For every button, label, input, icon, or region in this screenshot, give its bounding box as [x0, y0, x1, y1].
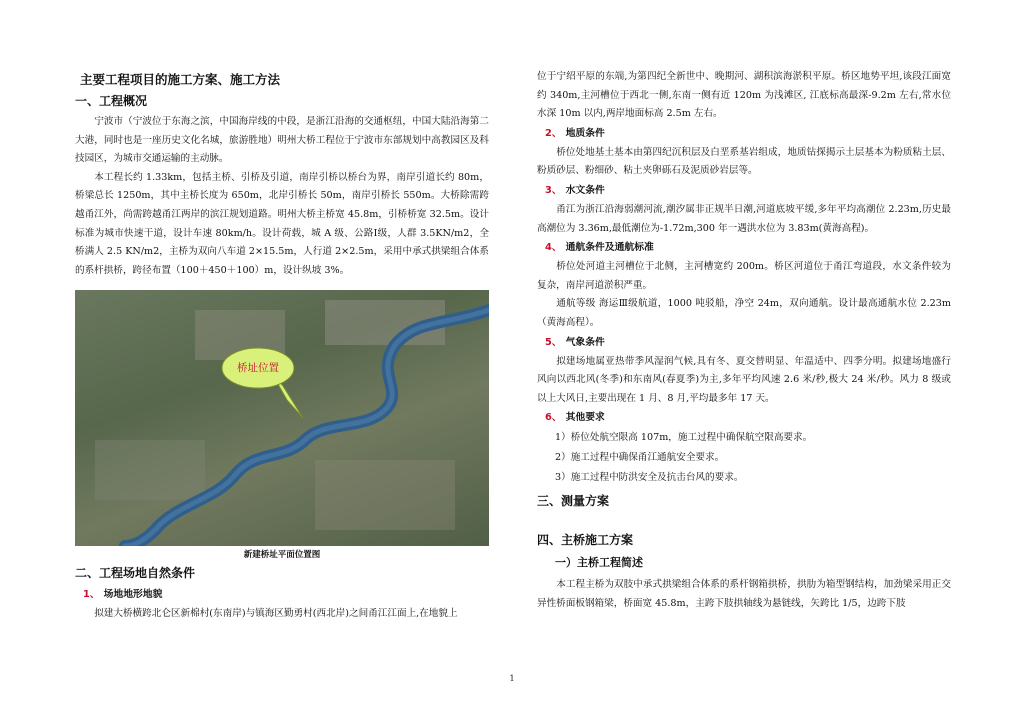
subsection-2-3-heading	[545, 181, 951, 201]
section-2-heading: 二、工程场地自然条件	[75, 566, 196, 581]
subsection-2-6-heading	[545, 408, 951, 428]
page-number: 1	[509, 674, 515, 683]
subsection-2-4-paragraph-1: 桥位处河道主河槽位于北侧，主河槽宽约 200m。桥区河道位于甬江弯道段，水文条件较为复杂，南岸河道淤积严重。	[537, 261, 951, 291]
section-1-paragraph-2: 本工程长约 1.33km，包括主桥、引桥及引道，南岸引桥以桥台为界，南岸引道长约 80m，桥梁总长 1250m，其中主桥长度为 650m，北岸引桥长 50m，南岸引桥长 550m。大桥除需跨越甬江外，尚需跨越甬江两岸的滨江规划道路。明州大桥主桥宽 45.8m，引桥桥宽 32.5m。设计标准为城市快速干道，设计车速 80km/h。设计荷载，城 A 级、公路Ⅰ级，人群 3.5KN/m2，全桥满人 2.5 KN/m2，主桥为双向八车道 2×15.5m，人行道 2×2.5m，采用中承式拱梁组合体系的系杆拱桥，跨径布置（100＋450＋100）m，设计纵坡 3%。	[75, 171, 489, 276]
subsection-title: 水文条件	[565, 184, 605, 196]
subsection-title: 气象条件	[565, 336, 605, 348]
document-title: 主要工程项目的施工方案、施工方法	[80, 72, 281, 87]
subsection-title: 其他要求	[565, 412, 605, 424]
left-column	[75, 60, 489, 624]
section-3-heading: 三、测量方案	[537, 494, 610, 509]
subsection-2-3-paragraph: 甬江为浙江沿海弱潮河流,潮汐属非正规半日潮,河道底坡平缓,多年平均高潮位 2.23m,历史最高潮位为 3.36m,最低潮位为-1.72m,300 年一遇洪水位为 3.83m(黄海高程)。	[537, 203, 951, 234]
requirement-item-2: 2）施工过程中确保甬江通航安全要求。	[555, 452, 725, 464]
requirement-item-3: 3）施工过程中防洪安全及抗击台风的要求。	[555, 472, 744, 484]
bridge-site-map	[75, 290, 489, 546]
map-callout-label: 桥址位置	[237, 362, 279, 375]
section-4-heading: 四、主桥施工方案	[537, 533, 634, 548]
right-column	[537, 68, 951, 614]
subsection-title: 通航条件及通航标准	[565, 242, 654, 254]
subsection-2-5-paragraph: 拟建场地属亚热带季风湿润气候,具有冬、夏交替明显、年温适中、四季分明。拟建场地盛行风向以西北风(冬季)和东南风(春夏季)为主,多年平均风速 2.6 米/秒,极大 24 米/秒。风力 8 级或以上大风日,主要出现在 1 月、8 月,平均最多年 17 天。	[537, 355, 951, 404]
subsection-2-2-paragraph: 桥位处地基土基本由第四纪沉积层及白垩系基岩组成，地质钻探揭示土层基本为粉质粘土层、粉质砂层、粉细砂、粘土夹卵砾石及泥质砂岩层等。	[537, 146, 951, 177]
continued-paragraph: 位于宁绍平原的东端,为第四纪全新世中、晚期河、湖积滨海淤积平原。桥区地势平坦,该段江面宽约 340m,主河槽位于西北一侧,东南一侧有近 120m 为浅滩区, 江底标高最深-9.2m 左右,常水位水深 10m 以内,两岸地面标高 2.5m 左右。	[537, 71, 951, 120]
requirement-item-1: 1）桥位处航空限高 107m，施工过程中确保航空限高要求。	[555, 432, 813, 444]
subsection-number: 5、	[545, 336, 562, 348]
subsection-number: 6、	[545, 412, 562, 424]
subsection-title: 地质条件	[565, 127, 605, 139]
subsection-title: 场地地形地貌	[103, 589, 163, 601]
subsection-number: 3、	[545, 184, 562, 196]
subsection-2-1-heading	[83, 585, 489, 605]
section-1-paragraph-1: 宁波市（宁波位于东海之滨，中国海岸线的中段，是浙江沿海的交通枢纽，中国大陆沿海第二大港，同时也是一座历史文化名城，旅游胜地）明州大桥工程位于宁波市东部规划中高教园区及科技园区，为城市交通运输的主动脉。	[75, 116, 489, 165]
subsection-2-4-paragraph-2: 通航等级 海运Ⅲ级航道，1000 吨驳船，净空 24m，双向通航。设计最高通航水位 2.23m（黄海高程）。	[537, 298, 951, 328]
subsection-number: 2、	[545, 127, 562, 139]
section-4-1-paragraph: 本工程主桥为双肢中承式拱梁组合体系的系杆钢箱拱桥，拱肋为箱型钢结构，加劲梁采用正交异性桥面板钢箱梁，桥面宽 45.8m，主跨下肢拱轴线为悬链线，矢跨比 1/5，边跨下肢	[537, 579, 951, 609]
subsection-2-1-paragraph: 拟建大桥横跨北仑区新棉村(东南岸)与镇海区勤勇村(西北岸)之间甬江江面上,在地貌上	[94, 608, 458, 620]
subsection-2-5-heading	[545, 333, 951, 353]
section-1-heading: 一、工程概况	[75, 94, 148, 108]
subsection-2-4-heading	[545, 238, 951, 258]
subsection-2-2-heading	[545, 124, 951, 144]
satellite-map-graphic	[75, 290, 489, 546]
section-4-1-heading: 一）主桥工程简述	[555, 556, 643, 570]
subsection-number: 1、	[83, 589, 100, 601]
map-caption: 新建桥址平面位置图	[243, 550, 321, 561]
subsection-number: 4、	[545, 242, 562, 254]
